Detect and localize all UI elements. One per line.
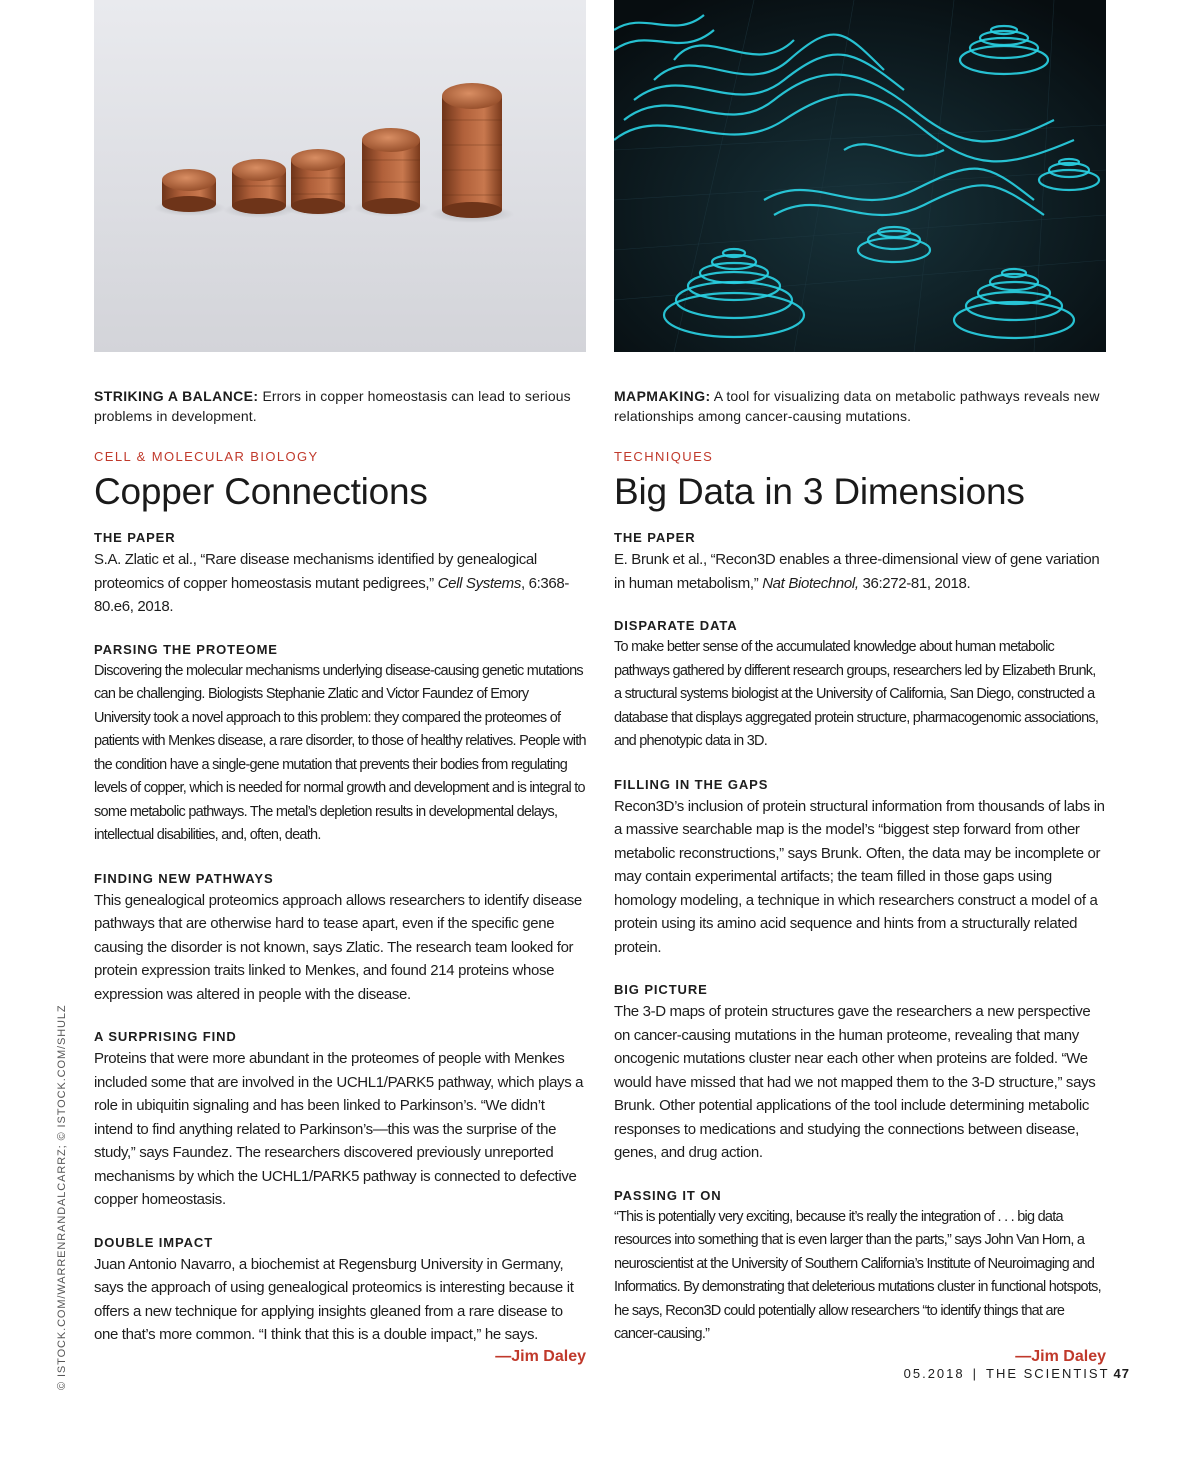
right-photo-caption (614, 386, 1106, 446)
page-footer (904, 1366, 1130, 1381)
data-landscape-photo (614, 0, 1106, 352)
left-caption-head: STRIKING A BALANCE: (94, 388, 259, 404)
magazine-name: THE SCIENTIST (986, 1366, 1110, 1381)
right-section-tag: TECHNIQUES (614, 449, 714, 464)
right-byline: —Jim Daley (1015, 1347, 1106, 1365)
right-paper-pre: E. Brunk et al., “Recon3D enables a three-dimensional view of gene variation in human metabolism,” (614, 551, 1100, 592)
right-section-heading: DISPARATE DATA (614, 618, 738, 633)
right-section-body: To make better sense of the accumulated knowledge about human metabolic pathways gathered by different research groups, researchers led by Elizabeth Brunk, a structural systems biologist at the University of California, San Diego, constructed a database that displays aggregated protein structure, pharmacogenomic associations, and phenotypic data in 3D. (614, 639, 1099, 749)
left-section-heading: FINDING NEW PATHWAYS (94, 870, 274, 886)
page-number: 47 (1113, 1366, 1130, 1381)
left-section-heading: PARSING THE PROTEOME (94, 641, 278, 657)
contour-map-image (614, 0, 1106, 352)
right-caption-text: A tool for visualizing data on metabolic pathways reveals new relationships among cancer-causing mutations. (614, 388, 1100, 424)
right-section-body: “This is potentially very exciting, because it’s really the integration of . . . big data resources into something that is even larger than the parts,” says John Van Horn, a neuroscientist at the University of Southern California’s Institute of Neuroimaging and Informatics. By demonstrating that deleterious mutations cluster in functional hotspots, he says, Recon3D could potentially allow researchers “to identify things that are cancer-causing.” (614, 1208, 1101, 1342)
right-section-heading: BIG PICTURE (614, 982, 708, 997)
left-paper-heading: THE PAPER (94, 530, 176, 545)
footer-separator: | (972, 1366, 979, 1381)
left-photo-caption (94, 386, 586, 446)
left-byline: —Jim Daley (495, 1347, 586, 1365)
right-section-body: Recon3D’s inclusion of protein structural information from thousands of labs in a massive searchable map is the model’s “biggest step forward from other metabolic reconstructions,” says Brunk. Often, the data may be incomplete or may contain experimental artifacts; the team filled in those gaps using homology modeling, a technique in which researchers construct a model of a protein using its amino acid sequence and hints from a structurally related protein. (614, 797, 1105, 956)
right-paper-post: 36:272-81, 2018. (858, 574, 971, 592)
right-section-heading: FILLING IN THE GAPS (614, 776, 769, 792)
right-article (614, 386, 1106, 1366)
left-section-tag: CELL & MOLECULAR BIOLOGY (94, 449, 319, 464)
left-section-body: This genealogical proteomics approach allows researchers to identify disease pathways that are otherwise hard to tease apart, even if the specific gene causing the disorder is not known, says Zlatic. The research team looked for protein expression traits linked to Menkes, and found 214 proteins whose expression was altered in people with the disease. (94, 891, 582, 1003)
left-article (94, 386, 586, 1366)
left-paper-citation (94, 548, 586, 619)
left-caption-text: Errors in copper homeostasis can lead to serious problems in development. (94, 388, 571, 424)
right-paper-citation (614, 548, 1106, 595)
coins-photo (94, 0, 586, 352)
right-paper-journal: Nat Biotechnol, (762, 574, 859, 592)
coin-stacks-image (94, 0, 586, 352)
right-section-heading: PASSING IT ON (614, 1187, 722, 1203)
left-article-title: Copper Connections (94, 471, 428, 512)
left-section-heading: DOUBLE IMPACT (94, 1234, 214, 1250)
left-paper-pre: S.A. Zlatic et al., “Rare disease mechanisms identified by genealogical proteomics of copper homeostasis mutant pedigrees,” (94, 551, 537, 592)
left-paper-post: , 6:368-80.e6, 2018. (94, 574, 570, 615)
right-caption-head: MAPMAKING: (614, 388, 711, 404)
left-section-body: Proteins that were more abundant in the proteomes of people with Menkes included some that are involved in the UCHL1/PARK5 pathway, which plays a role in ubiquitin signaling and has been linked to Parkinson’s. “We didn’t intend to find anything related to Parkinson’s—this was the surprise of the study,” says Faundez. The researchers discovered previously unreported mechanisms by which the UCHL1/PARK5 pathway is connected to defective copper homeostasis. (94, 1050, 584, 1208)
left-section-body: Discovering the molecular mechanisms underlying disease-causing genetic mutations can be challenging. Biologists Stephanie Zlatic and Victor Faundez of Emory University took a novel approach to this problem: they compared the proteomes of patients with Menkes disease, a rare disorder, to those of healthy relatives. People with the condition have a single-gene mutation that prevents their bodies from regulating levels of copper, which is needed for normal growth and development and is integral to some metabolic pathways. The metal’s depletion results in developmental delays, intellectual disabilities, and, often, death. (94, 662, 586, 843)
left-paper-journal: Cell Systems (437, 574, 521, 592)
left-section-heading: A SURPRISING FIND (94, 1029, 237, 1044)
photo-credit: © ISTOCK.COM/WARRENRANDALCARRZ; © ISTOCK.COM/SHULZ (56, 1004, 68, 1390)
right-paper-heading: THE PAPER (614, 530, 696, 545)
left-section-body: Juan Antonio Navarro, a biochemist at Regensburg University in Germany, says the approach of using genealogical proteomics is interesting because it offers a new technique for applying insights gleaned from a rare disease to one that’s more common. “I think that this is a double impact,” he says. (94, 1255, 574, 1343)
right-article-title: Big Data in 3 Dimensions (614, 471, 1025, 512)
issue-date: 05.2018 (903, 1366, 965, 1381)
right-section-body: The 3-D maps of protein structures gave the researchers a new perspective on cancer-causing mutations in the human proteome, revealing that many oncogenic mutations cluster near each other when proteins are folded. “We would have missed that had we not mapped them to the 3-D structure,” says Brunk. Other potential applications of the tool include determining metabolic responses to medications and studying the connections between disease, genes, and drug action. (614, 1003, 1096, 1161)
